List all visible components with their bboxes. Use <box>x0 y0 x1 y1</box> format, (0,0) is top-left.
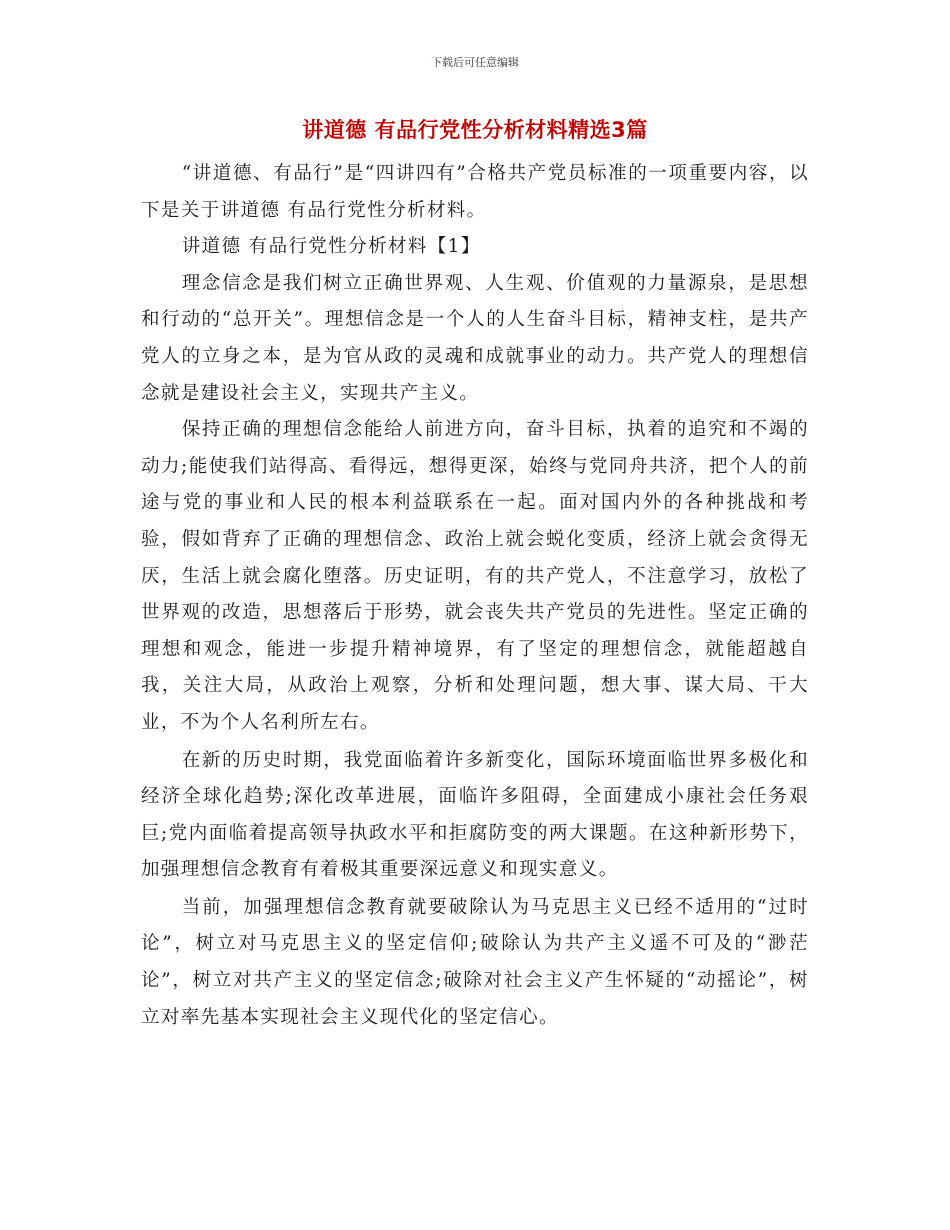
paragraph: 理念信念是我们树立正确世界观、人生观、价值观的力量源泉，是思想和行动的“总开关”。理想信念是一个人的人生奋斗目标，精神支柱，是共产党人的立身之本，是为官从政的灵魂和成就事业的动力。共产党人的理想信念就是建设社会主义，实现共产主义。 <box>141 272 809 404</box>
section-heading: 讲道德 有品行党性分析材料【1】 <box>181 236 481 258</box>
header-note: 下载后可任意编辑 <box>431 56 519 69</box>
document-title: 讲道德 有品行党性分析材料精选3篇 <box>302 118 648 142</box>
paragraph: 在新的历史时期，我党面临着许多新变化，国际环境面临世界多极化和经济全球化趋势;深化改革进展，面临许多阻碍，全面建成小康社会任务艰巨;党内面临着提高领导执政水平和拒腐防变的两大课题。在这种新形势下，加强理想信念教育有着极其重要深远意义和现实意义。 <box>141 749 809 881</box>
document-body <box>141 156 809 1036</box>
paragraph: 当前，加强理想信念教育就要破除认为马克思主义已经不适用的“过时论”，树立对马克思主义的坚定信仰;破除认为共产主义遥不可及的“渺茫论”，树立对共产主义的坚定信念;破除对社会主义产生怀疑的“动摇论”，树立对率先基本实现社会主义现代化的坚定信心。 <box>141 896 809 1028</box>
paragraph-intro: “讲道德、有品行”是“四讲四有”合格共产党员标准的一项重要内容，以下是关于讲道德 有品行党性分析材料。 <box>141 163 809 221</box>
paragraph: 保持正确的理想信念能给人前进方向，奋斗目标，执着的追究和不竭的动力;能使我们站得高、看得远，想得更深，始终与党同舟共济，把个人的前途与党的事业和人民的根本利益联系在一起。面对国内外的各种挑战和考验，假如背弃了正确的理想信念、政治上就会蜕化变质，经济上就会贪得无厌，生活上就会腐化堕落。历史证明，有的共产党人，不注意学习，放松了世界观的改造，思想落后于形势，就会丧失共产党员的先进性。坚定正确的理想和观念，能进一步提升精神境界，有了坚定的理想信念，就能超越自我，关注大局，从政治上观察，分析和处理问题，想大事、谋大局、干大业，不为个人名利所左右。 <box>141 419 809 733</box>
